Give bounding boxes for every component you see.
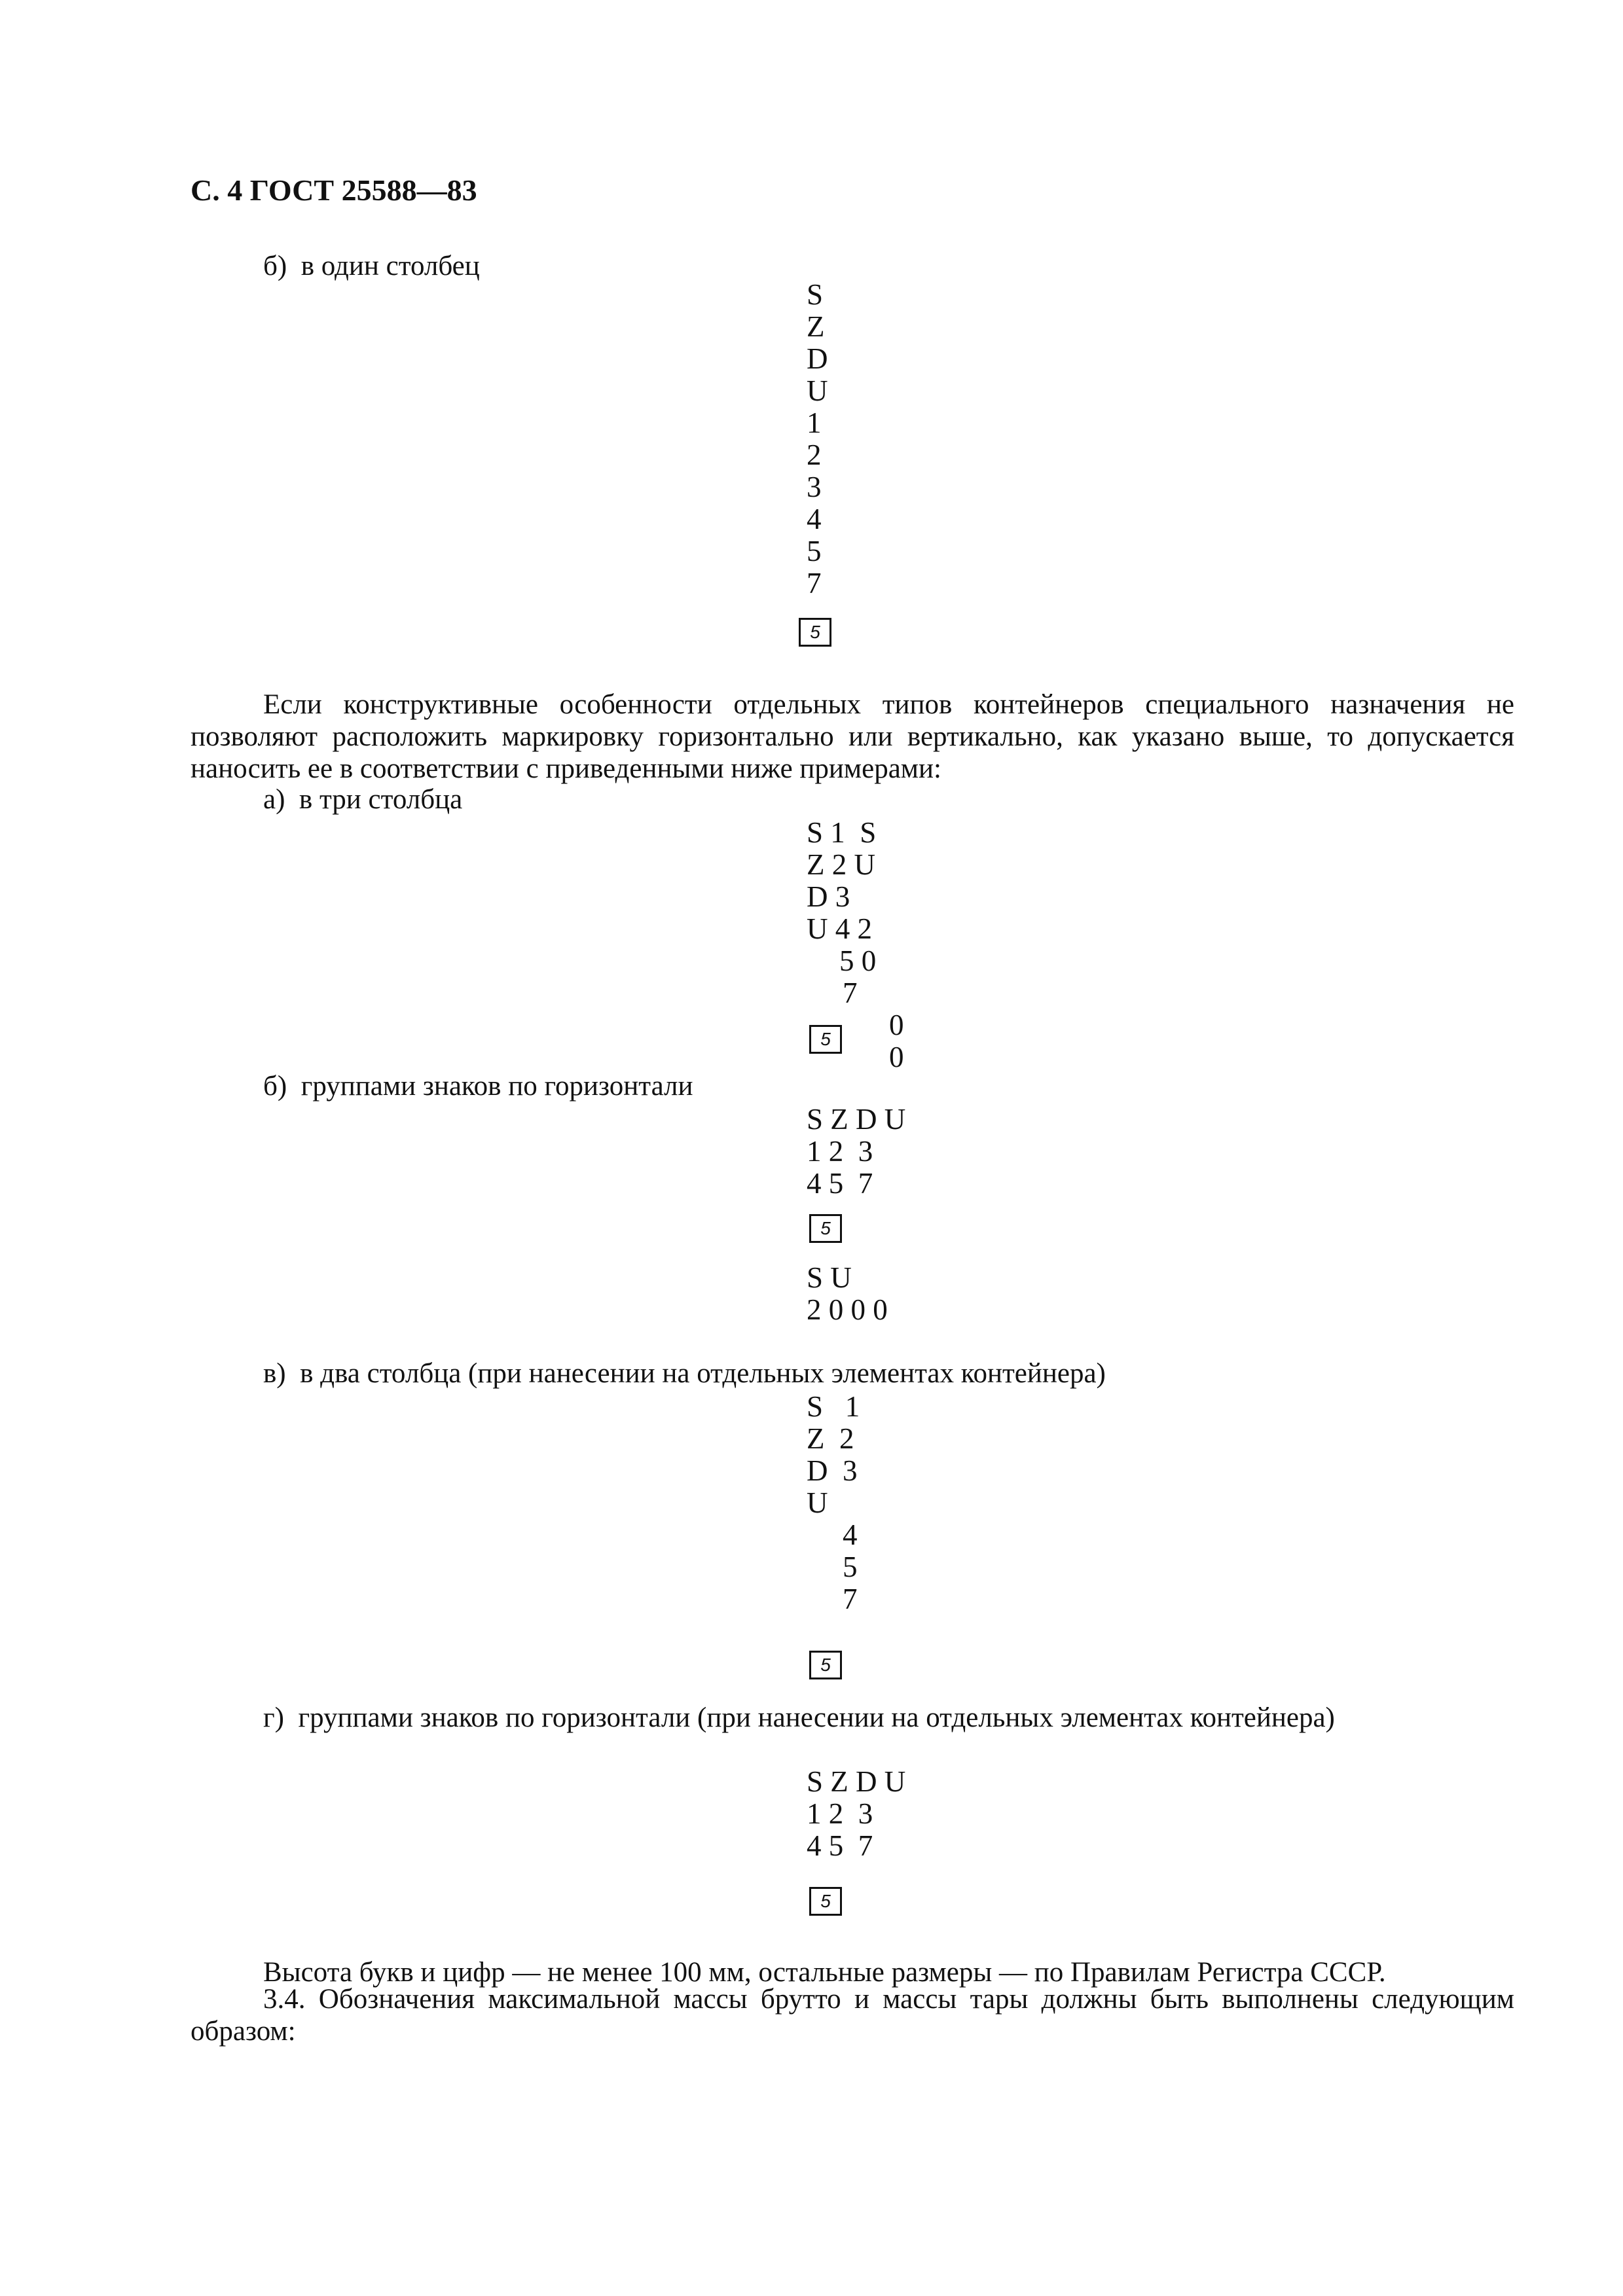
mark-row: 0 [889, 1041, 904, 1073]
mark-row: Z 2 U [807, 848, 875, 881]
boxed-5-label: 5 [809, 1887, 842, 1916]
mark-row: S 1 S [807, 816, 877, 849]
mark-row: D 3 [807, 1454, 858, 1487]
mark-char: 7 [807, 567, 822, 600]
mark-row: 7 [843, 977, 858, 1009]
mark-char: 2 [807, 439, 822, 471]
mark-char: Z [807, 310, 825, 343]
example-a-label: а) в три столбца [263, 784, 463, 815]
mark-char: 1 [807, 406, 822, 439]
mark-char: 3 [807, 471, 822, 503]
mark-char: 5 [807, 535, 822, 567]
example-g-label: г) группами знаков по горизонтали (при нанесении на отдельных элементах контейнера) [263, 1702, 1335, 1733]
boxed-5-label: 5 [809, 1214, 842, 1243]
mark-row: 4 [843, 1518, 858, 1551]
mark-row: U [807, 1486, 828, 1519]
mark-row: D 3 [807, 880, 850, 913]
mark-row: Z 2 [807, 1422, 854, 1455]
mark-char: U [807, 374, 828, 407]
mark-row: U 4 2 [807, 912, 872, 945]
mark-row: S Z D U [807, 1765, 906, 1798]
clause-3-4: 3.4. Обозначения максимальной массы брутто и массы тары должны быть выполнены следующим образом: [191, 1984, 1514, 2047]
mark-row: S 1 [807, 1390, 860, 1423]
boxed-5-label: 5 [809, 1651, 842, 1679]
mark-row: S U [807, 1261, 852, 1294]
mark-row: 2 0 0 0 [807, 1293, 888, 1326]
mark-row: 5 [843, 1551, 858, 1583]
item-b-label: б) в один столбец [263, 251, 480, 281]
mark-row: 4 5 7 [807, 1167, 873, 1200]
mark-row: 0 [889, 1009, 904, 1041]
intro-paragraph: Если конструктивные особенности отдельных типов контейнеров специального назначения не позволяют расположить маркировку горизонтально или вертикально, как указано выше, то допускается наносить ее в соответствии с приведенными ниже примерами: [191, 689, 1514, 784]
height-note: Высота букв и цифр — не менее 100 мм, остальные размеры — по Правилам Регистра СССР. [263, 1957, 1386, 1988]
mark-char: S [807, 278, 824, 311]
mark-row: 1 2 3 [807, 1797, 873, 1830]
mark-row: 1 2 3 [807, 1135, 873, 1168]
example-b-label: б) группами знаков по горизонтали [263, 1071, 693, 1102]
page-header: С. 4 ГОСТ 25588—83 [191, 173, 477, 207]
mark-row: 4 5 7 [807, 1829, 873, 1862]
boxed-5-label: 5 [799, 618, 831, 647]
mark-row: 5 0 [839, 944, 877, 977]
mark-char: D [807, 342, 828, 375]
boxed-5-label: 5 [809, 1025, 842, 1054]
mark-char: 4 [807, 503, 822, 535]
mark-row: 7 [843, 1583, 858, 1615]
mark-row: S Z D U [807, 1103, 906, 1136]
example-v-label: в) в два столбца (при нанесении на отдельных элементах контейнера) [263, 1358, 1106, 1389]
